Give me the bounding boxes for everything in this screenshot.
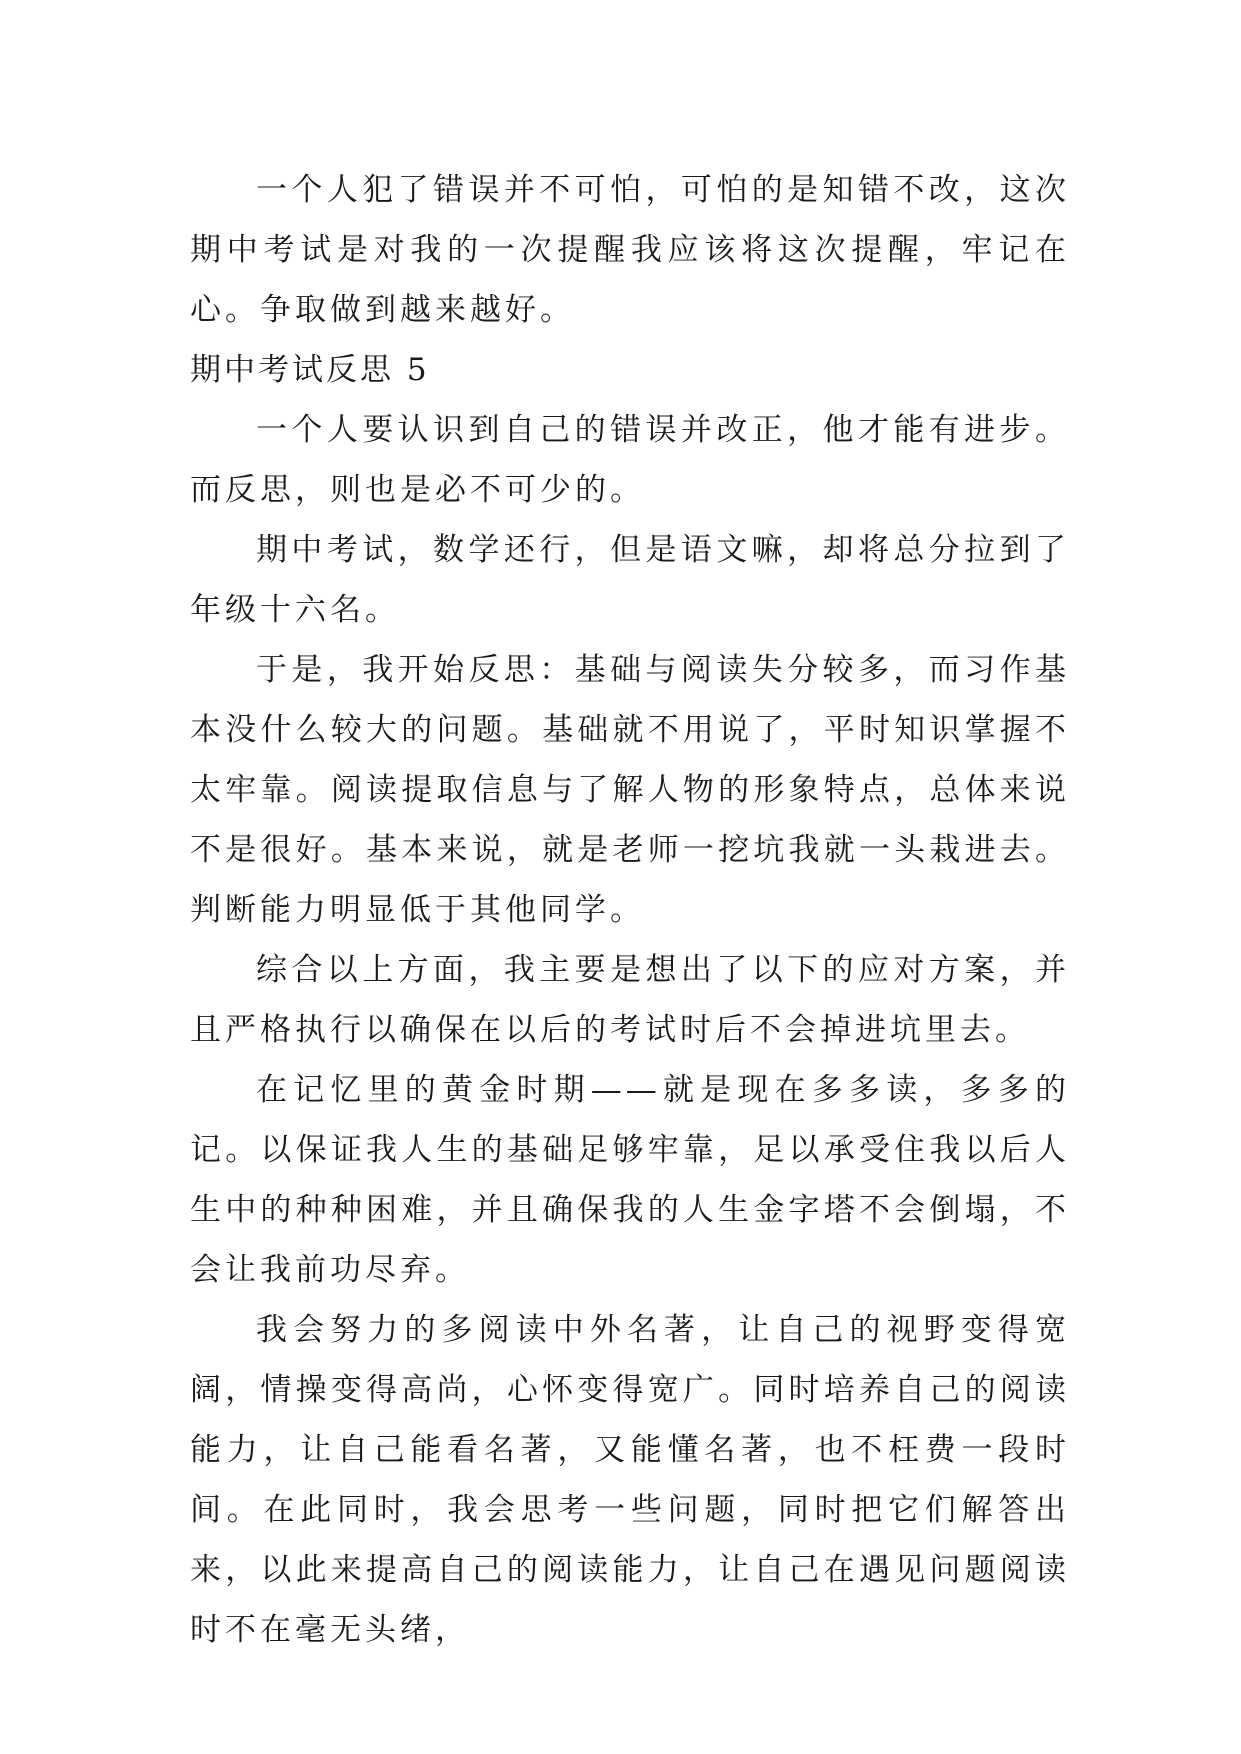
paragraph-6: 在记忆里的黄金时期——就是现在多多读，多多的记。以保证我人生的基础足够牢靠，足以承受住我以后人生中的种种困难，并且确保我的人生金字塔不会倒塌，不会让我前功尽弃。 — [190, 1072, 1070, 1288]
paragraph-5: 综合以上方面，我主要是想出了以下的应对方案，并且严格执行以确保在以后的考试时后不会掉进坑里去。 — [190, 952, 1070, 1048]
paragraph-3: 期中考试，数学还行，但是语文嘛，却将总分拉到了年级十六名。 — [190, 532, 1070, 628]
paragraph-2: 一个人要认识到自己的错误并改正，他才能有进步。而反思，则也是必不可少的。 — [190, 412, 1070, 508]
paragraph-7: 我会努力的多阅读中外名著，让自己的视野变得宽阔，情操变得高尚，心怀变得宽广。同时培养自己的阅读能力，让自己能看名著，又能懂名著，也不枉费一段时间。在此同时，我会思考一些问题，同时把它们解答出来，以此来提高自己的阅读能力，让自己在遇见问题阅读时不在毫无头绪， — [190, 1312, 1070, 1648]
document-body — [190, 160, 1070, 1660]
paragraph-1: 一个人犯了错误并不可怕，可怕的是知错不改，这次期中考试是对我的一次提醒我应该将这次提醒，牢记在心。争取做到越来越好。 — [190, 172, 1070, 328]
section-heading: 期中考试反思 5 — [190, 352, 430, 388]
paragraph-4: 于是，我开始反思：基础与阅读失分较多，而习作基本没什么较大的问题。基础就不用说了，平时知识掌握不太牢靠。阅读提取信息与了解人物的形象特点，总体来说不是很好。基本来说，就是老师一挖坑我就一头栽进去。判断能力明显低于其他同学。 — [190, 652, 1070, 928]
